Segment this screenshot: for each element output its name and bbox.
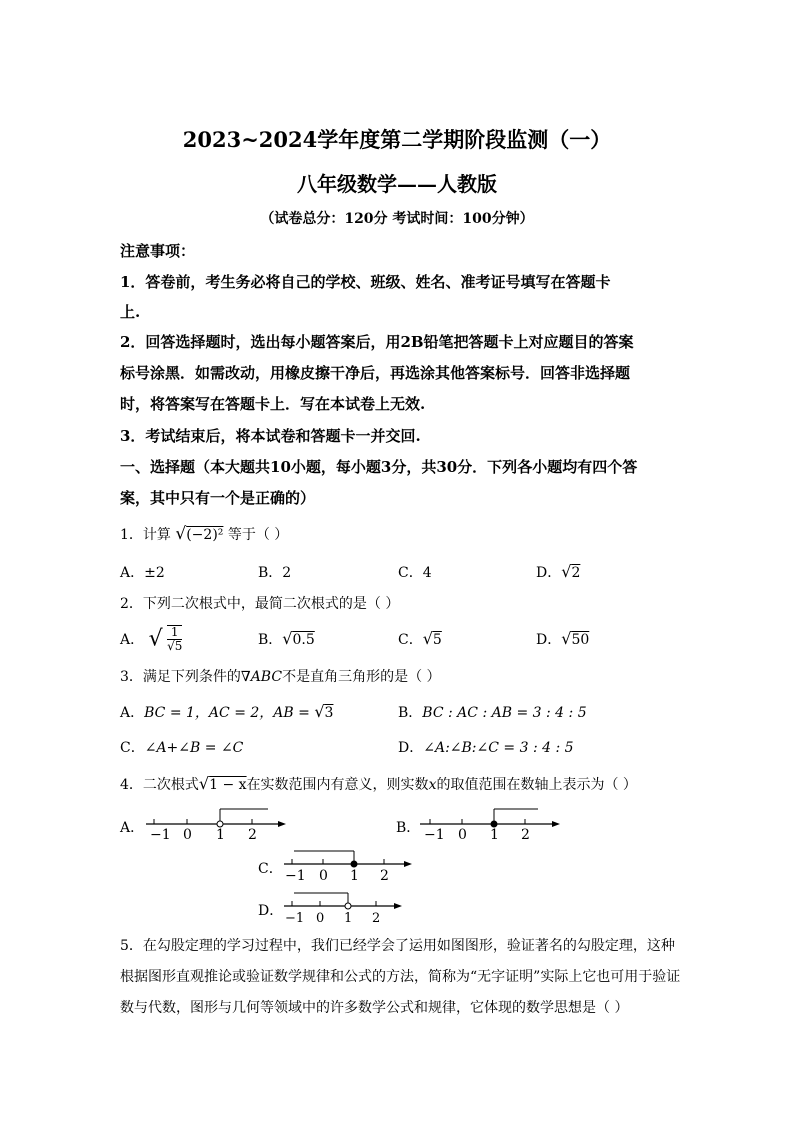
note-1-line-2: 上.	[120, 303, 141, 321]
tick-label: 1	[490, 827, 499, 842]
notes-heading: 注意事项：	[120, 242, 196, 260]
question-5-line-1: 5．在勾股定理的学习过程中，我们已经学会了运用如图图形，验证著名的勾股定理，这种	[120, 938, 675, 954]
question-1-stem: 1．计算 √(−2)² 等于（ ）	[120, 524, 289, 544]
q4-option-c-label[interactable]: C．	[258, 861, 283, 877]
tick-label: 0	[319, 868, 328, 884]
section-1-line-2: 案，其中只有一个是正确的）	[120, 489, 316, 507]
exam-title: 2023~2024学年度第二学期阶段监测（一）	[182, 127, 612, 152]
tick-label: 2	[248, 827, 257, 842]
tick-label: −1	[150, 827, 171, 842]
tick-label: 1	[216, 827, 225, 842]
tick-label: 0	[183, 827, 192, 842]
q4-option-a-number-line[interactable]	[140, 804, 290, 842]
exam-subtitle: 八年级数学——人教版	[297, 172, 497, 196]
section-1-line-1: 一、选择题（本大题共10小题，每小题3分，共30分．下列各小题均有四个答	[120, 458, 638, 476]
q3-option-b[interactable]: B．BC : AC : AB = 3 : 4 : 5	[398, 705, 587, 721]
q2-option-c[interactable]: C．√5	[398, 629, 442, 648]
q4-option-a-label[interactable]: A．	[120, 820, 145, 836]
q3-option-d[interactable]: D．∠A:∠B:∠C = 3 : 4 : 5	[398, 740, 574, 756]
q4-option-b-number-line[interactable]	[414, 804, 564, 842]
exam-meta: （试卷总分：120分 考试时间：100分钟）	[260, 211, 534, 227]
note-1-line-1: 1．答卷前，考生务必将自己的学校、班级、姓名、准考证号填写在答题卡	[120, 273, 611, 291]
note-2-line-1: 2．回答选择题时，选出每小题答案后，用2B铅笔把答题卡上对应题目的答案	[120, 333, 634, 351]
q4-option-c-number-line[interactable]	[280, 846, 420, 884]
note-2-line-3: 时，将答案写在答题卡上．写在本试卷上无效.	[120, 395, 426, 413]
q1-option-d[interactable]: D．√2	[536, 562, 581, 581]
tick-label: 2	[380, 868, 389, 884]
q1-option-c[interactable]: C．4	[398, 565, 432, 581]
q3-option-c[interactable]: C．∠A+∠B = ∠C	[120, 740, 244, 756]
question-5-line-2: 根据图形直观推论或验证数学规律和公式的方法，简称为“无字证明”实际上它也可用于验证	[120, 969, 681, 985]
question-5-line-3: 数与代数，图形与几何等领域中的许多数学公式和规律，它体现的数学思想是（ ）	[120, 1000, 629, 1016]
question-4-stem: 4．二次根式√1 − x在实数范围内有意义，则实数x的取值范围在数轴上表示为（ ）	[120, 774, 637, 793]
tick-label: 0	[458, 827, 467, 842]
q4-option-d-label[interactable]: D．	[258, 903, 284, 919]
tick-label: 1	[350, 868, 359, 884]
tick-label: −1	[424, 827, 445, 842]
note-3: 3．考试结束后，将本试卷和答题卡一并交回.	[120, 427, 421, 445]
q1-option-b[interactable]: B．2	[258, 565, 292, 581]
tick-label: 2	[521, 827, 530, 842]
q1-option-a[interactable]: A．±2	[120, 565, 165, 581]
tick-label: −1	[285, 868, 306, 884]
q2-option-a[interactable]: A． √ $\frac{1}{√5}$	[120, 625, 183, 653]
question-2-stem: 2．下列二次根式中，最简二次根式的是（ ）	[120, 596, 400, 612]
q4-option-d-number-line[interactable]	[280, 888, 420, 926]
q2-option-b[interactable]: B．√0.5	[258, 629, 315, 648]
note-2-line-2: 标号涂黑．如需改动，用橡皮擦干净后，再选涂其他答案标号．回答非选择题	[120, 364, 631, 382]
q3-option-a[interactable]: A．BC = 1，AC = 2，AB = √3	[120, 702, 334, 721]
question-3-stem: 3．满足下列条件的∇ABC不是直角三角形的是（ ）	[120, 669, 441, 685]
tick-label: 1	[344, 911, 353, 926]
tick-label: 2	[372, 911, 381, 926]
q4-option-b-label[interactable]: B．	[396, 820, 421, 836]
tick-label: −1	[285, 911, 305, 926]
q2-option-d[interactable]: D．√50	[536, 629, 590, 648]
question-1-radicand: (−2)²	[186, 527, 224, 543]
tick-label: 0	[316, 911, 325, 926]
